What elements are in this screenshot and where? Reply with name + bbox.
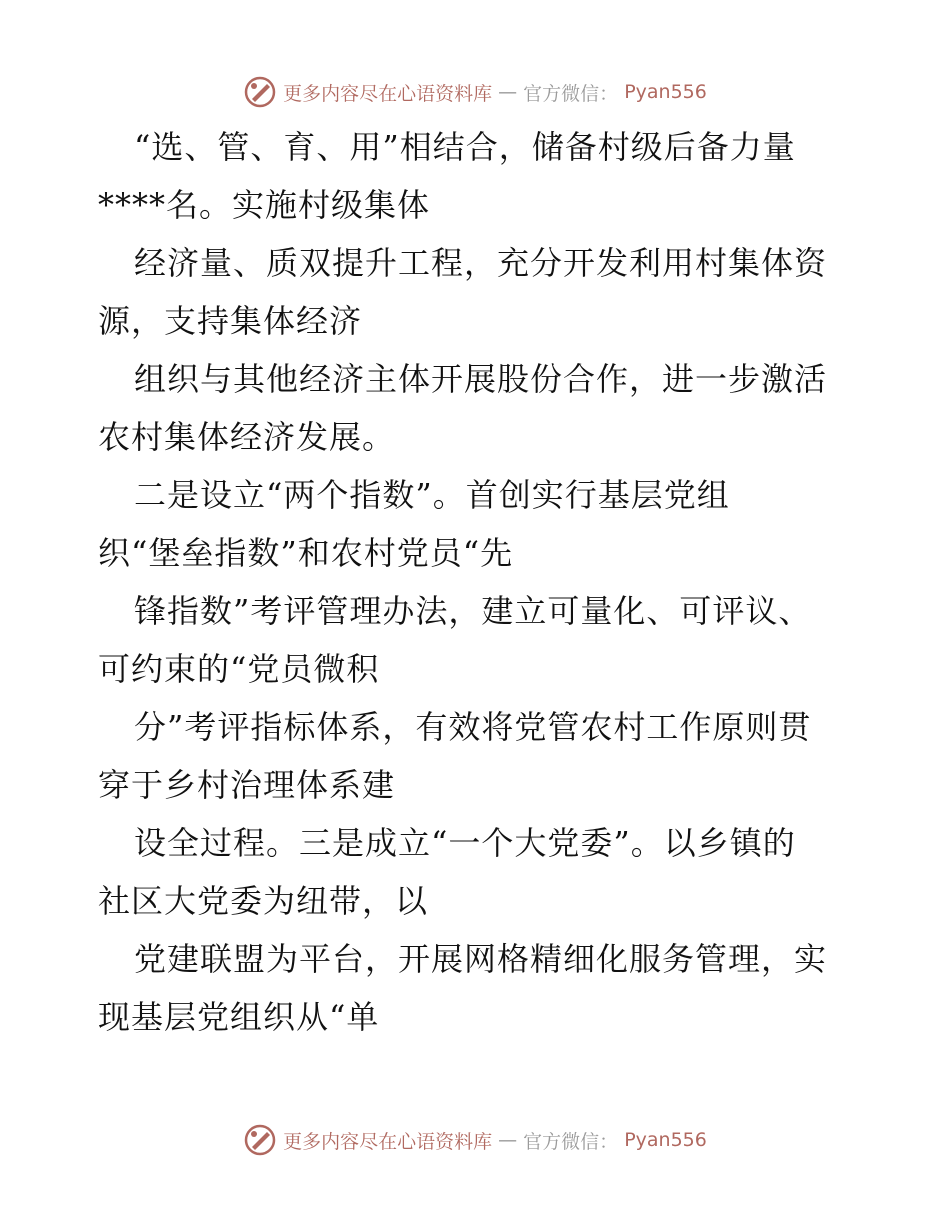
document-body: [98, 118, 858, 1046]
body-line: 穿于乡村治理体系建: [98, 766, 396, 804]
body-line: 二是设立“两个指数”。首创实行基层党组: [134, 476, 730, 514]
body-line: 分”考评指标体系，有效将党管农村工作原则贯: [134, 708, 812, 746]
body-line: 织“堡垒指数”和农村党员“先: [98, 534, 514, 572]
header-watermark: [0, 72, 950, 112]
body-line: “选、管、育、用”相结合，储备村级后备力量: [134, 128, 796, 166]
body-line: 党建联盟为平台，开展网格精细化服务管理，实: [134, 940, 828, 978]
watermark-main-text: 更多内容尽在心语资料库: [283, 1130, 493, 1153]
watermark-main-text: 更多内容尽在心语资料库: [283, 82, 493, 105]
seal-logo-icon: [243, 1123, 277, 1157]
body-line: 设全过程。三是成立“一个大党委”。以乡镇的: [134, 824, 796, 862]
seal-logo-icon: [243, 75, 277, 109]
body-line: ****名。实施村级集体: [98, 186, 431, 224]
body-line: 现基层党组织从“单: [98, 998, 380, 1036]
body-line: 社区大党委为纽带，以: [98, 882, 429, 920]
watermark-label: 官方微信：: [523, 1130, 619, 1153]
watermark-wechat-id: Pyan556: [624, 81, 707, 103]
watermark-separator: —: [498, 81, 518, 103]
body-line: 锋指数”考评管理办法，建立可量化、可评议、: [134, 592, 812, 630]
body-line: 经济量、质双提升工程，充分开发利用村集体资: [134, 244, 828, 282]
body-line: 农村集体经济发展。: [98, 418, 396, 456]
watermark-wechat-id: Pyan556: [624, 1129, 707, 1151]
body-line: 可约束的“党员微积: [98, 650, 380, 688]
body-line: 源，支持集体经济: [98, 302, 363, 340]
watermark-separator: —: [498, 1129, 518, 1151]
footer-watermark: [0, 1120, 950, 1160]
body-line: 组织与其他经济主体开展股份合作，进一步激活: [134, 360, 828, 398]
watermark-label: 官方微信：: [523, 82, 619, 105]
